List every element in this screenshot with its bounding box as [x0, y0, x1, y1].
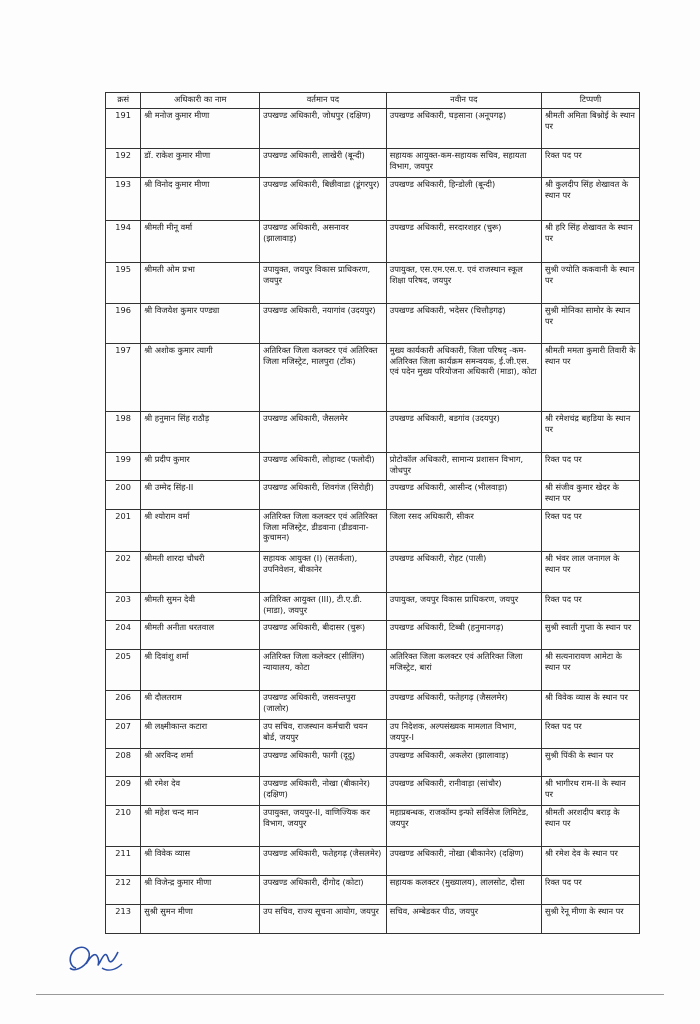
serial-number: 209	[106, 777, 141, 806]
table-row	[106, 621, 640, 650]
transfer-table	[105, 92, 640, 934]
serial-number: 208	[106, 749, 141, 777]
header-remark: टिप्पणी	[541, 93, 639, 109]
table-row	[106, 178, 640, 221]
table-row	[106, 650, 640, 691]
remark: रिक्त पद पर	[541, 876, 639, 905]
remark: रिक्त पद पर	[541, 720, 639, 749]
serial-number: 213	[106, 905, 141, 934]
serial-number: 207	[106, 720, 141, 749]
new-post: सहायक आयुक्त-कम-सहायक सचिव, सहायता विभाग, जयपुर	[386, 149, 541, 178]
serial-number: 206	[106, 691, 141, 720]
table-header	[106, 93, 640, 109]
new-post: उपखण्ड अधिकारी, रोहट (पाली)	[386, 552, 541, 593]
new-post: प्रोटोकॉल अधिकारी, सामान्य प्रशासन विभाग, जोधपुर	[386, 453, 541, 481]
remark: रिक्त पद पर	[541, 510, 639, 552]
officer-name: डॉ. राकेश कुमार मीणा	[141, 149, 260, 178]
remark: श्री कुलदीप सिंह शेखावत के स्थान पर	[541, 178, 639, 221]
remark: श्रीमती अमिता बिश्नोई के स्थान पर	[541, 109, 639, 149]
current-post: उपखण्ड अधिकारी, दीगोद (कोटा)	[260, 876, 387, 905]
remark: श्री विवेक व्यास के स्थान पर	[541, 691, 639, 720]
remark: श्रीमती अरशदीप बराड़ के स्थान पर	[541, 806, 639, 847]
current-post: उपखण्ड अधिकारी, शिवगंज (सिरोही)	[260, 481, 387, 510]
officer-name: श्री उम्मेद सिंह-II	[141, 481, 260, 510]
table-row	[106, 221, 640, 263]
table-body	[106, 109, 640, 934]
table-row	[106, 720, 640, 749]
new-post: उपखण्ड अधिकारी, सरदारशहर (चुरू)	[386, 221, 541, 263]
new-post: उपखण्ड अधिकारी, नोखा (बीकानेर) (दक्षिण)	[386, 847, 541, 876]
officer-name: श्री मनोज कुमार मीणा	[141, 109, 260, 149]
officer-name: सुश्री सुमन मीणा	[141, 905, 260, 934]
current-post: उपखण्ड अधिकारी, जैसलमेर	[260, 412, 387, 453]
remark: श्री भागीरथ राम-II के स्थान पर	[541, 777, 639, 806]
remark: रिक्त पद पर	[541, 593, 639, 621]
officer-name: श्री प्रदीप कुमार	[141, 453, 260, 481]
serial-number: 195	[106, 263, 141, 304]
serial-number: 191	[106, 109, 141, 149]
remark: सुश्री पिंकी के स्थान पर	[541, 749, 639, 777]
officer-name: श्री अशोक कुमार त्यागी	[141, 344, 260, 412]
officer-name: श्रीमती ओम प्रभा	[141, 263, 260, 304]
table-row	[106, 777, 640, 806]
remark: श्री सत्यनारायण आमेटा के स्थान पर	[541, 650, 639, 691]
remark: सुश्री ज्योति ककवानी के स्थान पर	[541, 263, 639, 304]
table-row	[106, 481, 640, 510]
table-row	[106, 453, 640, 481]
officer-name: श्रीमती शारदा चौधरी	[141, 552, 260, 593]
current-post: उपखण्ड अधिकारी, जसवन्तपुरा (जालोर)	[260, 691, 387, 720]
officer-name: श्रीमती मीनू वर्मा	[141, 221, 260, 263]
serial-number: 211	[106, 847, 141, 876]
table-row	[106, 691, 640, 720]
current-post: उपखण्ड अधिकारी, नयागांव (उदयपुर)	[260, 304, 387, 344]
table-row	[106, 847, 640, 876]
remark: श्रीमती ममता कुमारी तिवारी के स्थान पर	[541, 344, 639, 412]
table-row	[106, 593, 640, 621]
serial-number: 212	[106, 876, 141, 905]
current-post: उपखण्ड अधिकारी, बिछीवाडा (डूंगरपुर)	[260, 178, 387, 221]
current-post: उप सचिव, राजस्थान कर्मचारी चयन बोर्ड, जयपुर	[260, 720, 387, 749]
remark: श्री भंवर लाल जनागल के स्थान पर	[541, 552, 639, 593]
officer-name: श्री विवेक व्यास	[141, 847, 260, 876]
new-post: उपायुक्त, एस.एम.एस.ए. एवं राजस्थान स्कूल शिक्षा परिषद, जयपुर	[386, 263, 541, 304]
new-post: महाप्रबन्धक, राजकॉम्प इन्फो सर्विसेज लिमिटेड, जयपुर	[386, 806, 541, 847]
new-post: उपखण्ड अधिकारी, हिन्डोली (बून्दी)	[386, 178, 541, 221]
remark: रिक्त पद पर	[541, 453, 639, 481]
current-post: उपखण्ड अधिकारी, लाखेरी (बून्दी)	[260, 149, 387, 178]
table-row	[106, 149, 640, 178]
table-row	[106, 412, 640, 453]
new-post: उपखण्ड अधिकारी, आसीन्द (भीलवाड़ा)	[386, 481, 541, 510]
new-post: उपखण्ड अधिकारी, भदेसर (चित्तौड़गढ़)	[386, 304, 541, 344]
table-row	[106, 806, 640, 847]
officer-name: श्री विजेन्द्र कुमार मीणा	[141, 876, 260, 905]
remark: श्री रमेशचंद्र बहडिया के स्थान पर	[541, 412, 639, 453]
table-row	[106, 905, 640, 934]
new-post: उपायुक्त, जयपुर विकास प्राधिकरण, जयपुर	[386, 593, 541, 621]
header-current-post: वर्तमान पद	[260, 93, 387, 109]
remark: सुश्री रेनू मीणा के स्थान पर	[541, 905, 639, 934]
current-post: उपखण्ड अधिकारी, फागी (दूदू)	[260, 749, 387, 777]
current-post: अतिरिक्त आयुक्त (III), टी.ए.डी. (माडा), जयपुर	[260, 593, 387, 621]
serial-number: 200	[106, 481, 141, 510]
current-post: उपखण्ड अधिकारी, लोहावट (फलोदी)	[260, 453, 387, 481]
current-post: उपखण्ड अधिकारी, असनावर (झालावाड़)	[260, 221, 387, 263]
remark: श्री संजीव कुमार खेदर के स्थान पर	[541, 481, 639, 510]
remark: रिक्त पद पर	[541, 149, 639, 178]
current-post: अतिरिक्त जिला कलेक्टर (सीलिंग) न्यायालय, कोटा	[260, 650, 387, 691]
current-post: अतिरिक्त जिला कलक्टर एवं अतिरिक्त जिला मजिस्ट्रेट, डीडवाना (डीडवाना-कुचामन)	[260, 510, 387, 552]
current-post: उपखण्ड अधिकारी, नोखा (बीकानेर) (दक्षिण)	[260, 777, 387, 806]
officer-name: श्री अरविन्द शर्मा	[141, 749, 260, 777]
officer-name: श्री महेश चन्द मान	[141, 806, 260, 847]
table-row	[106, 304, 640, 344]
current-post: उपायुक्त, जयपुर विकास प्राधिकरण, जयपुर	[260, 263, 387, 304]
table-row	[106, 749, 640, 777]
new-post: उपखण्ड अधिकारी, फतेहगढ़ (जैसलमेर)	[386, 691, 541, 720]
new-post: सचिव, अम्बेडकर पीठ, जयपुर	[386, 905, 541, 934]
officer-name: श्री विजयेश कुमार पण्ड्या	[141, 304, 260, 344]
serial-number: 194	[106, 221, 141, 263]
current-post: उपखण्ड अधिकारी, जोधपुर (दक्षिण)	[260, 109, 387, 149]
header-new-post: नवीन पद	[386, 93, 541, 109]
officer-name: श्री दिवांशु शर्मा	[141, 650, 260, 691]
table-row	[106, 263, 640, 304]
current-post: उपखण्ड अधिकारी, फतेहगढ़ (जैसलमेर)	[260, 847, 387, 876]
serial-number: 196	[106, 304, 141, 344]
current-post: उपायुक्त, जयपुर-II, वाणिज्यिक कर विभाग, जयपुर	[260, 806, 387, 847]
officer-name: श्रीमती अनीता धरतवाल	[141, 621, 260, 650]
serial-number: 192	[106, 149, 141, 178]
header-officer-name: अधिकारी का नाम	[141, 93, 260, 109]
new-post: सहायक कलक्टर (मुख्यालय), लालसोट, दौसा	[386, 876, 541, 905]
serial-number: 205	[106, 650, 141, 691]
remark: श्री हरि सिंह शेखावत के स्थान पर	[541, 221, 639, 263]
table-row	[106, 109, 640, 149]
new-post: अतिरिक्त जिला कलक्टर एवं अतिरिक्त जिला मजिस्ट्रेट, बारां	[386, 650, 541, 691]
new-post: उप निदेशक, अल्पसंख्यक मामलात विभाग, जयपुर-I	[386, 720, 541, 749]
serial-number: 199	[106, 453, 141, 481]
officer-name: श्री हनुमान सिंह राठौड़	[141, 412, 260, 453]
serial-number: 197	[106, 344, 141, 412]
header-serial: क्रसं	[106, 93, 141, 109]
table-row	[106, 510, 640, 552]
officer-name: श्री लक्ष्मीकान्त कटारा	[141, 720, 260, 749]
serial-number: 210	[106, 806, 141, 847]
officer-name: श्री विनोद कुमार मीणा	[141, 178, 260, 221]
new-post: उपखण्ड अधिकारी, बडगांव (उदयपुर)	[386, 412, 541, 453]
serial-number: 203	[106, 593, 141, 621]
serial-number: 198	[106, 412, 141, 453]
remark: श्री रमेश देव के स्थान पर	[541, 847, 639, 876]
current-post: उप सचिव, राज्य सूचना आयोग, जयपुर	[260, 905, 387, 934]
current-post: अतिरिक्त जिला कलक्टर एवं अतिरिक्त जिला मजिस्ट्रेट, मालपुरा (टोंक)	[260, 344, 387, 412]
serial-number: 202	[106, 552, 141, 593]
officer-name: श्रीमती सुमन देवी	[141, 593, 260, 621]
officer-name: श्री श्योराम वर्मा	[141, 510, 260, 552]
officer-name: श्री दौलतराम	[141, 691, 260, 720]
serial-number: 204	[106, 621, 141, 650]
new-post: उपखण्ड अधिकारी, टिब्बी (हनुमानगढ़)	[386, 621, 541, 650]
current-post: सहायक आयुक्त (I) (सतर्कता), उपनिवेशन, बीकानेर	[260, 552, 387, 593]
remark: सुश्री मोनिका सामोर के स्थान पर	[541, 304, 639, 344]
serial-number: 193	[106, 178, 141, 221]
table-row	[106, 552, 640, 593]
new-post: उपखण्ड अधिकारी, घड़साना (अनूपगढ़)	[386, 109, 541, 149]
current-post: उपखण्ड अधिकारी, बीदासर (चुरू)	[260, 621, 387, 650]
new-post: जिला रसद अधिकारी, सीकर	[386, 510, 541, 552]
new-post: उपखण्ड अधिकारी, रानीवाड़ा (सांचौर)	[386, 777, 541, 806]
new-post: उपखण्ड अधिकारी, अकलेरा (झालावाड़)	[386, 749, 541, 777]
officer-name: श्री रमेश देव	[141, 777, 260, 806]
signature	[62, 938, 128, 980]
footer-rule	[36, 994, 664, 995]
remark: सुश्री स्वाती गुप्ता के स्थान पर	[541, 621, 639, 650]
serial-number: 201	[106, 510, 141, 552]
table-row	[106, 344, 640, 412]
table-row	[106, 876, 640, 905]
new-post: मुख्य कार्यकारी अधिकारी, जिला परिषद् -कम- अतिरिक्त जिला कार्यक्रम समन्वयक, ई.जी.एस. एवं पदेन मुख्य परियोजना अधिकारी (माडा), कोटा	[386, 344, 541, 412]
